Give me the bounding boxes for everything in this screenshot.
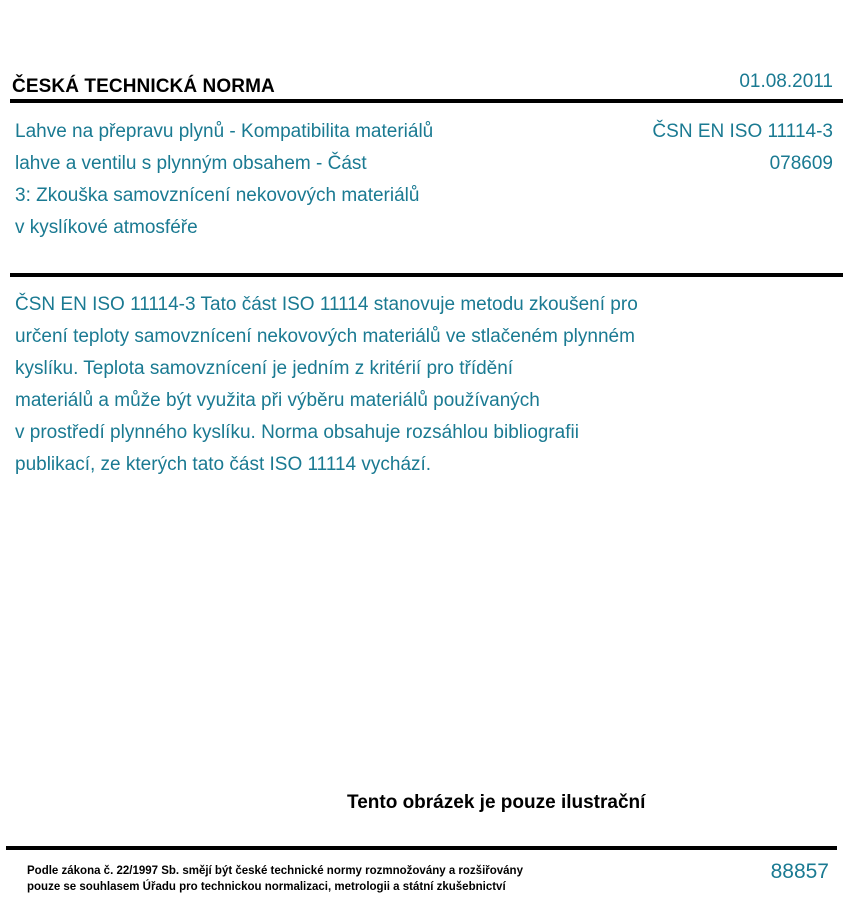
standard-identifiers (652, 116, 833, 180)
description-line: publikací, ze kterých tato část ISO 11114 vychází. (15, 454, 432, 475)
legal-notice (27, 863, 523, 895)
description-line: materiálů a může být využita při výběru materiálů používaných (15, 390, 540, 411)
standard-title-line: lahve a ventilu s plynným obsahem - Část (15, 153, 367, 174)
legal-line: Podle zákona č. 22/1997 Sb. smějí být české technické normy rozmnožovány a rozšiřovány (27, 865, 523, 877)
class-number: 078609 (769, 153, 833, 174)
header-divider (10, 99, 843, 103)
description-line: určení teploty samovznícení nekovových materiálů ve stlačeném plynném (15, 326, 635, 347)
illustration-note: Tento obrázek je pouze ilustrační (347, 792, 646, 813)
document-heading: ČESKÁ TECHNICKÁ NORMA (12, 76, 275, 97)
description-line: kyslíku. Teplota samovznícení je jedním z kritérií pro třídění (15, 358, 514, 379)
standard-title (15, 116, 515, 244)
standard-title-line: 3: Zkouška samovznícení nekovových materiálů (15, 185, 420, 206)
description-line: v prostředí plynného kyslíku. Norma obsahuje rozsáhlou bibliografii (15, 422, 579, 443)
title-divider (10, 273, 843, 277)
standard-description (15, 289, 745, 481)
standard-title-line: v kyslíkové atmosféře (15, 217, 198, 238)
standard-code: ČSN EN ISO 11114-3 (652, 121, 833, 142)
standard-title-line: Lahve na přepravu plynů - Kompatibilita materiálů (15, 121, 434, 142)
issue-date: 01.08.2011 (739, 71, 833, 92)
legal-line: pouze se souhlasem Úřadu pro technickou normalizaci, metrologii a státní zkušebnictví (27, 881, 506, 893)
document-number: 88857 (770, 860, 829, 883)
description-line: ČSN EN ISO 11114-3 Tato část ISO 11114 stanovuje metodu zkoušení pro (15, 294, 638, 315)
footer-divider (6, 846, 837, 850)
